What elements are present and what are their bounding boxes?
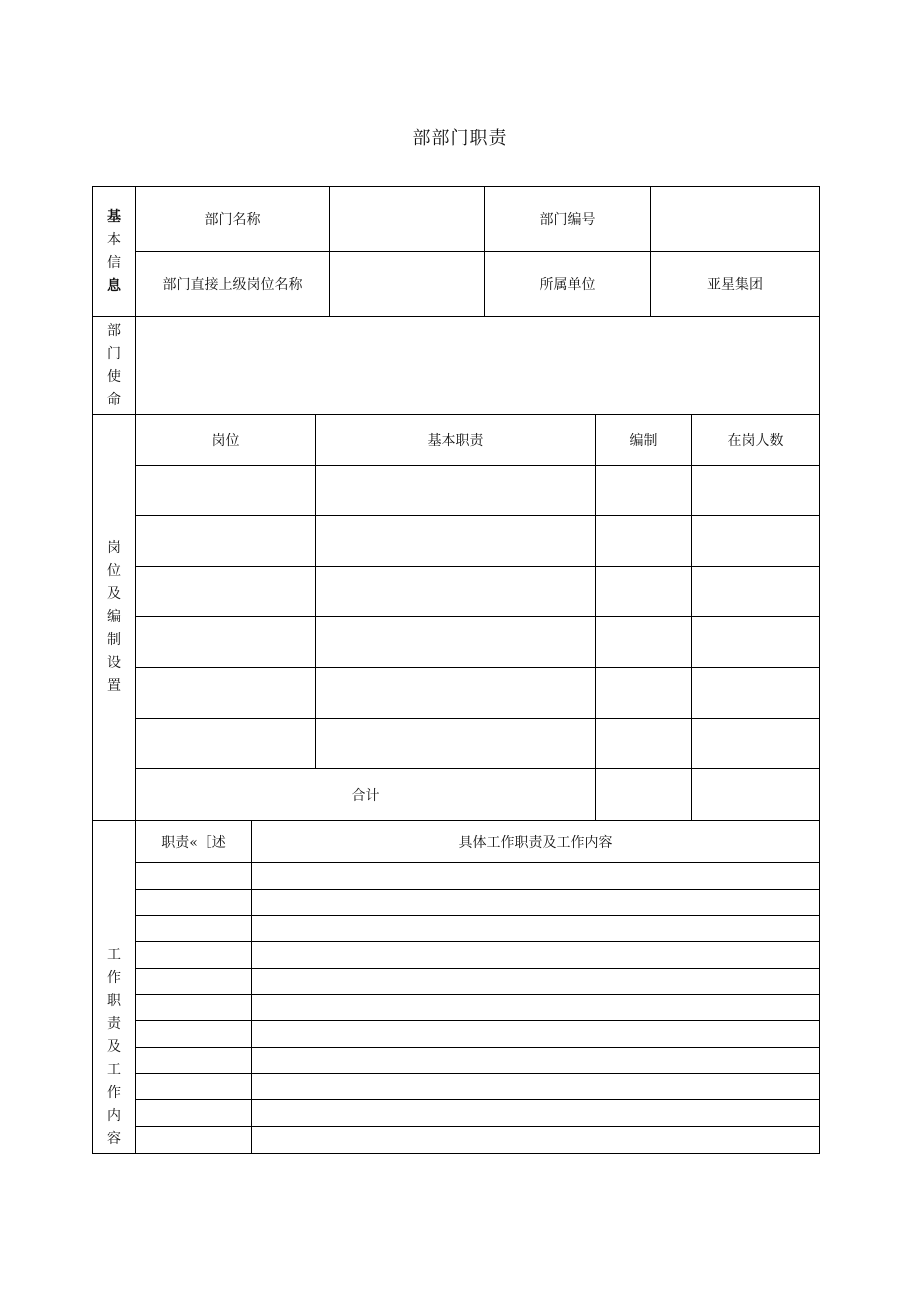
table-cell[interactable] <box>252 1021 819 1047</box>
table-cell[interactable] <box>252 916 819 941</box>
table-cell[interactable] <box>136 942 251 968</box>
superior-position-field[interactable] <box>330 252 484 316</box>
unit-label: 所属单位 <box>539 277 596 293</box>
table-cell[interactable] <box>692 617 819 667</box>
column-header-position: 岗位 <box>211 433 240 449</box>
table-cell[interactable] <box>136 466 315 515</box>
total-label: 合计 <box>351 787 380 804</box>
mission-field[interactable] <box>136 317 819 414</box>
duties-section-label: 工 作 职 责 及 工 作 内 容 <box>107 947 121 1147</box>
table-cell[interactable] <box>692 668 819 718</box>
table-cell[interactable] <box>316 719 595 768</box>
table-cell[interactable] <box>136 969 251 994</box>
table-cell[interactable] <box>136 995 251 1020</box>
table-cell[interactable] <box>136 1074 251 1099</box>
column-header-duties: 基本职责 <box>427 433 484 449</box>
mission-section-label: 部 门 使 命 <box>107 322 121 408</box>
table-cell[interactable] <box>316 466 595 515</box>
dept-code-field[interactable] <box>651 187 819 251</box>
table-cell[interactable] <box>136 1048 251 1073</box>
table-cell[interactable] <box>596 617 691 667</box>
table-cell[interactable] <box>596 466 691 515</box>
dept-name-label: 部门名称 <box>204 212 261 228</box>
table-cell[interactable] <box>136 1021 251 1047</box>
dept-code-label: 部门编号 <box>539 212 596 228</box>
total-staff-field[interactable] <box>692 769 819 820</box>
page-title: 部部门职责 <box>412 128 508 149</box>
table-cell[interactable] <box>596 516 691 566</box>
table-cell[interactable] <box>252 1074 819 1099</box>
table-cell[interactable] <box>596 719 691 768</box>
table-cell[interactable] <box>692 466 819 515</box>
table-cell[interactable] <box>136 668 315 718</box>
unit-value[interactable]: 亚星集团 <box>707 277 763 293</box>
table-cell[interactable] <box>692 567 819 616</box>
table-cell[interactable] <box>692 516 819 566</box>
table-cell[interactable] <box>596 567 691 616</box>
column-header-duty-details: 具体工作职责及工作内容 <box>458 834 613 851</box>
table-cell[interactable] <box>136 719 315 768</box>
table-cell[interactable] <box>252 890 819 915</box>
table-cell[interactable] <box>136 863 251 889</box>
table-cell[interactable] <box>252 942 819 968</box>
dept-name-field[interactable] <box>330 187 484 251</box>
table-cell[interactable] <box>252 1127 819 1153</box>
table-cell[interactable] <box>316 567 595 616</box>
table-cell[interactable] <box>136 890 251 915</box>
table-cell[interactable] <box>136 567 315 616</box>
table-cell[interactable] <box>252 863 819 889</box>
table-cell[interactable] <box>596 668 691 718</box>
table-cell[interactable] <box>316 668 595 718</box>
table-cell[interactable] <box>692 719 819 768</box>
table-cell[interactable] <box>136 916 251 941</box>
table-cell[interactable] <box>316 617 595 667</box>
table-cell[interactable] <box>316 516 595 566</box>
table-cell[interactable] <box>252 1100 819 1126</box>
table-cell[interactable] <box>252 995 819 1020</box>
superior-position-label: 部门直接上级岗位名称 <box>162 277 303 293</box>
table-cell[interactable] <box>136 516 315 566</box>
table-cell[interactable] <box>136 1100 251 1126</box>
column-header-quota: 编制 <box>629 433 658 449</box>
table-cell[interactable] <box>136 617 315 667</box>
table-cell[interactable] <box>136 1127 251 1153</box>
basic-info-section-label: 基 本 信 息 <box>107 208 121 294</box>
table-cell[interactable] <box>252 969 819 994</box>
positions-section-label: 岗 位 及 编 制 设 置 <box>107 540 121 694</box>
table-cell[interactable] <box>252 1048 819 1073</box>
column-header-staff-count: 在岗人数 <box>727 433 784 449</box>
total-quota-field[interactable] <box>596 769 691 820</box>
column-header-duty-summary: 职责«［述 <box>161 834 226 851</box>
